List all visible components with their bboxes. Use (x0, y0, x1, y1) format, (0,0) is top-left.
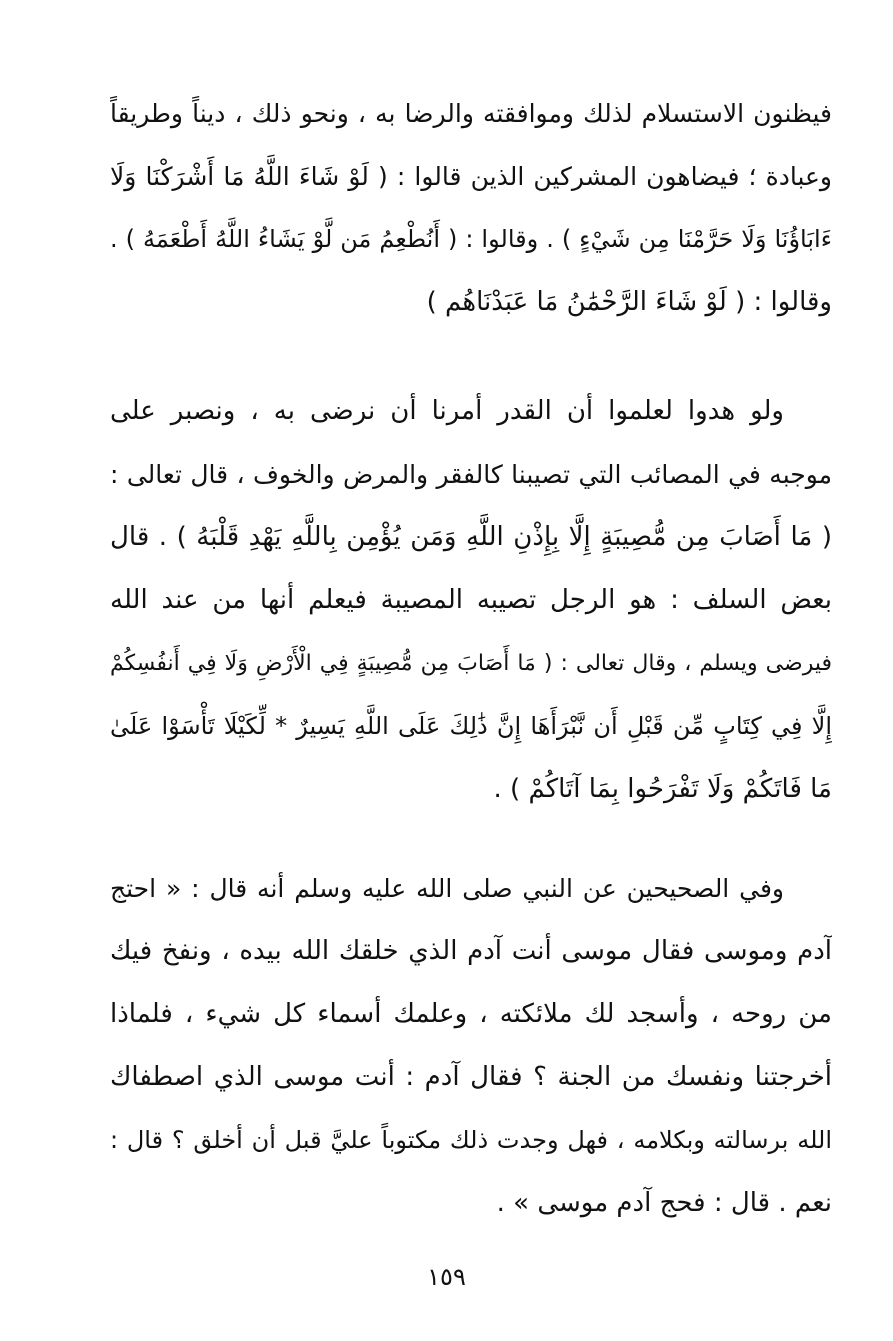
text-line: فيظنون الاستسلام لذلك وموافقته والرضا به ، ونحو ذلك ، ديناً وطريقاً (110, 99, 832, 128)
text-line: نعم . قال : فحج آدم موسى » . (496, 1188, 832, 1218)
paragraph-2 (110, 380, 832, 821)
text-line: فيرضى ويسلم ، وقال تعالى : ( مَا أَصَابَ مِن مُّصِيبَةٍ فِي الْأَرْضِ وَلَا فِي أَنفُسِكُمْ (110, 651, 832, 676)
paragraph-3 (110, 857, 832, 1235)
text-line: أخرجتنا ونفسك من الجنة ؟ فقال آدم : أنت موسى الذي اصطفاك (110, 1062, 832, 1092)
page-number: ١٥٩ (427, 1263, 466, 1291)
text-line: ءَابَاؤُنَا وَلَا حَرَّمْنَا مِن شَيْءٍ ) . وقالوا : ( أَنُطْعِمُ مَن لَّوْ يَشَاءُ اللَّهُ أَطْعَمَهُ ) . (110, 225, 832, 253)
text-line: آدم وموسى فقال موسى أنت آدم الذي خلقك الله بيده ، ونفخ فيك (110, 936, 832, 966)
text-line: مَا فَاتَكُمْ وَلَا تَفْرَحُوا بِمَا آتَاكُمْ ) . (493, 774, 832, 804)
text-line: الله برسالته وبكلامه ، فهل وجدت ذلك مكتوباً عليَّ قبل أن أخلق ؟ قال : (110, 1126, 832, 1154)
text-line: إِلَّا فِي كِتَابٍ مِّن قَبْلِ أَن نَّبْرَأَهَا إِنَّ ذَٰلِكَ عَلَى اللَّهِ يَسِيرٌ * لِّكَيْلَا تَأْسَوْا عَلَىٰ (110, 712, 832, 740)
text-line: ( مَا أَصَابَ مِن مُّصِيبَةٍ إِلَّا بِإِذْنِ اللَّهِ وَمَن يُؤْمِن بِاللَّهِ يَهْدِ قَلْبَهُ ) . قال (110, 522, 832, 552)
text-line: وفي الصحيحين عن النبي صلى الله عليه وسلم أنه قال : « احتج (110, 874, 784, 903)
text-line: وعبادة ؛ فيضاهون المشركين الذين قالوا : ( لَوْ شَاءَ اللَّهُ مَا أَشْرَكْنَا وَلَا (110, 162, 832, 191)
text-line: بعض السلف : هو الرجل تصيبه المصيبة فيعلم أنها من عند الله (110, 585, 832, 615)
paragraph-1 (110, 82, 832, 334)
text-line: ولو هدوا لعلموا أن القدر أمرنا أن نرضى به ، ونصبر على (110, 396, 784, 426)
text-line: وقالوا : ( لَوْ شَاءَ الرَّحْمَٰنُ مَا عَبَدْنَاهُم ) (426, 287, 832, 317)
text-line: من روحه ، وأسجد لك ملائكته ، وعلمك أسماء كل شيء ، فلماذا (110, 999, 832, 1029)
text-line: موجبه في المصائب التي تصيبنا كالفقر والمرض والخوف ، قال تعالى : (110, 460, 832, 489)
